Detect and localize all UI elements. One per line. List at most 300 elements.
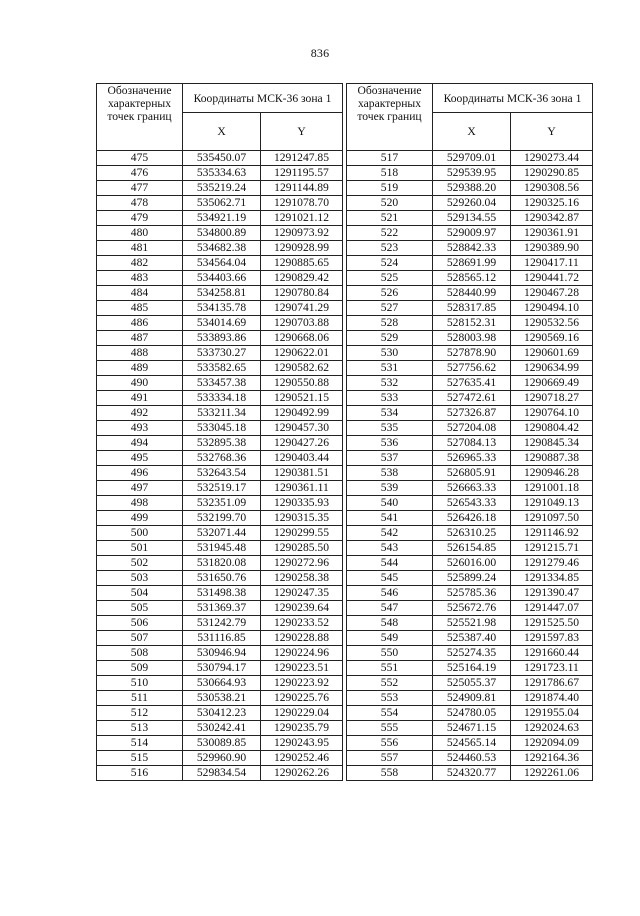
y-coordinate-cell: 1290467.28 xyxy=(511,286,593,301)
y-coordinate-cell: 1290262.26 xyxy=(261,766,343,781)
y-coordinate-cell: 1290634.99 xyxy=(511,361,593,376)
point-id-cell: 557 xyxy=(347,751,433,766)
x-coordinate-cell: 526016.00 xyxy=(433,556,511,571)
y-coordinate-cell: 1290885.65 xyxy=(261,256,343,271)
point-id-cell: 529 xyxy=(347,331,433,346)
x-coordinate-cell: 533334.18 xyxy=(183,391,261,406)
point-id-cell: 554 xyxy=(347,706,433,721)
x-coordinate-cell: 525164.19 xyxy=(433,661,511,676)
coord-system-header: Координаты МСК-36 зона 1 xyxy=(183,84,343,113)
x-coordinate-cell: 527756.62 xyxy=(433,361,511,376)
table-row xyxy=(347,646,593,661)
x-coordinate-cell: 528317.85 xyxy=(433,301,511,316)
x-coordinate-cell: 534564.04 xyxy=(183,256,261,271)
table-row xyxy=(347,331,593,346)
x-coordinate-cell: 532351.09 xyxy=(183,496,261,511)
y-coordinate-cell: 1290258.38 xyxy=(261,571,343,586)
y-coordinate-cell: 1290228.88 xyxy=(261,631,343,646)
y-coordinate-cell: 1290532.56 xyxy=(511,316,593,331)
y-coordinate-cell: 1291279.46 xyxy=(511,556,593,571)
y-coordinate-cell: 1290252.46 xyxy=(261,751,343,766)
y-coordinate-cell: 1290239.64 xyxy=(261,601,343,616)
y-coordinate-cell: 1291597.83 xyxy=(511,631,593,646)
y-coordinate-cell: 1291955.04 xyxy=(511,706,593,721)
x-coordinate-cell: 528152.31 xyxy=(433,316,511,331)
point-id-cell: 479 xyxy=(97,211,183,226)
y-coordinate-cell: 1291144.89 xyxy=(261,181,343,196)
y-coordinate-cell: 1290308.56 xyxy=(511,181,593,196)
y-coordinate-cell: 1291786.67 xyxy=(511,676,593,691)
y-coordinate-cell: 1290417.11 xyxy=(511,256,593,271)
point-id-cell: 490 xyxy=(97,376,183,391)
x-coordinate-cell: 532519.17 xyxy=(183,481,261,496)
point-id-cell: 478 xyxy=(97,196,183,211)
y-coordinate-cell: 1290224.96 xyxy=(261,646,343,661)
table-row xyxy=(97,616,343,631)
point-id-cell: 551 xyxy=(347,661,433,676)
y-coordinate-cell: 1290427.26 xyxy=(261,436,343,451)
y-coordinate-cell: 1291874.40 xyxy=(511,691,593,706)
x-coordinate-cell: 526805.91 xyxy=(433,466,511,481)
x-coordinate-cell: 526310.25 xyxy=(433,526,511,541)
point-id-cell: 501 xyxy=(97,541,183,556)
x-column-header: X xyxy=(433,113,511,151)
point-id-cell: 531 xyxy=(347,361,433,376)
table-row xyxy=(97,541,343,556)
y-coordinate-cell: 1290494.10 xyxy=(511,301,593,316)
table-row xyxy=(97,286,343,301)
table-row xyxy=(347,421,593,436)
table-row xyxy=(347,376,593,391)
y-coordinate-cell: 1290403.44 xyxy=(261,451,343,466)
point-id-cell: 482 xyxy=(97,256,183,271)
x-coordinate-cell: 529709.01 xyxy=(433,151,511,166)
x-coordinate-cell: 532768.36 xyxy=(183,451,261,466)
table-row xyxy=(97,211,343,226)
point-id-cell: 493 xyxy=(97,421,183,436)
table-row xyxy=(97,436,343,451)
table-row xyxy=(347,736,593,751)
y-coordinate-cell: 1290389.90 xyxy=(511,241,593,256)
point-id-cell: 547 xyxy=(347,601,433,616)
x-coordinate-cell: 529960.90 xyxy=(183,751,261,766)
point-id-cell: 476 xyxy=(97,166,183,181)
y-coordinate-cell: 1290225.76 xyxy=(261,691,343,706)
x-coordinate-cell: 526965.33 xyxy=(433,451,511,466)
point-id-cell: 483 xyxy=(97,271,183,286)
coord-system-header: Координаты МСК-36 зона 1 xyxy=(433,84,593,113)
table-header-row xyxy=(97,84,343,113)
point-id-cell: 550 xyxy=(347,646,433,661)
x-coordinate-cell: 530794.17 xyxy=(183,661,261,676)
point-id-cell: 496 xyxy=(97,466,183,481)
table-row xyxy=(97,406,343,421)
x-coordinate-cell: 531820.08 xyxy=(183,556,261,571)
y-coordinate-cell: 1291525.50 xyxy=(511,616,593,631)
y-coordinate-cell: 1290622.01 xyxy=(261,346,343,361)
y-coordinate-cell: 1290569.16 xyxy=(511,331,593,346)
x-coordinate-cell: 534014.69 xyxy=(183,316,261,331)
table-row xyxy=(97,736,343,751)
y-column-header: Y xyxy=(511,113,593,151)
y-coordinate-cell: 1290741.29 xyxy=(261,301,343,316)
point-id-cell: 495 xyxy=(97,451,183,466)
table-row xyxy=(347,166,593,181)
x-coordinate-cell: 529388.20 xyxy=(433,181,511,196)
point-id-cell: 535 xyxy=(347,421,433,436)
y-coordinate-cell: 1290492.99 xyxy=(261,406,343,421)
y-coordinate-cell: 1290361.91 xyxy=(511,226,593,241)
point-id-cell: 500 xyxy=(97,526,183,541)
table-row xyxy=(97,181,343,196)
y-coordinate-cell: 1290229.04 xyxy=(261,706,343,721)
point-id-cell: 542 xyxy=(347,526,433,541)
y-coordinate-cell: 1290361.11 xyxy=(261,481,343,496)
coordinates-tables xyxy=(96,83,593,781)
point-id-cell: 538 xyxy=(347,466,433,481)
y-coordinate-cell: 1290764.10 xyxy=(511,406,593,421)
x-coordinate-cell: 531498.38 xyxy=(183,586,261,601)
point-id-cell: 546 xyxy=(347,586,433,601)
x-coordinate-cell: 528440.99 xyxy=(433,286,511,301)
point-id-cell: 484 xyxy=(97,286,183,301)
y-coordinate-cell: 1290582.62 xyxy=(261,361,343,376)
x-coordinate-cell: 528691.99 xyxy=(433,256,511,271)
x-coordinate-cell: 526426.18 xyxy=(433,511,511,526)
point-id-cell: 504 xyxy=(97,586,183,601)
y-coordinate-cell: 1290946.28 xyxy=(511,466,593,481)
table-row xyxy=(347,706,593,721)
x-coordinate-cell: 529539.95 xyxy=(433,166,511,181)
x-coordinate-cell: 529009.97 xyxy=(433,226,511,241)
point-id-cell: 543 xyxy=(347,541,433,556)
table-row xyxy=(347,316,593,331)
point-id-cell: 530 xyxy=(347,346,433,361)
point-id-cell: 505 xyxy=(97,601,183,616)
table-row xyxy=(97,331,343,346)
table-row xyxy=(97,166,343,181)
x-coordinate-cell: 533893.86 xyxy=(183,331,261,346)
x-coordinate-cell: 524565.14 xyxy=(433,736,511,751)
x-coordinate-cell: 527472.61 xyxy=(433,391,511,406)
point-id-cell: 510 xyxy=(97,676,183,691)
table-row xyxy=(347,466,593,481)
point-id-cell: 524 xyxy=(347,256,433,271)
point-id-cell: 532 xyxy=(347,376,433,391)
table-row xyxy=(97,151,343,166)
table-row xyxy=(347,226,593,241)
y-coordinate-cell: 1292261.06 xyxy=(511,766,593,781)
x-coordinate-cell: 525387.40 xyxy=(433,631,511,646)
point-id-cell: 503 xyxy=(97,571,183,586)
point-id-cell: 518 xyxy=(347,166,433,181)
table-row xyxy=(97,556,343,571)
x-coordinate-cell: 531945.48 xyxy=(183,541,261,556)
y-coordinate-cell: 1291660.44 xyxy=(511,646,593,661)
y-coordinate-cell: 1291078.70 xyxy=(261,196,343,211)
x-coordinate-cell: 525899.24 xyxy=(433,571,511,586)
x-coordinate-cell: 528842.33 xyxy=(433,241,511,256)
table-row xyxy=(347,751,593,766)
designation-header: Обозначение характерных точек границ xyxy=(97,84,183,151)
page-number: 836 xyxy=(310,46,330,60)
table-row xyxy=(347,271,593,286)
x-coordinate-cell: 531369.37 xyxy=(183,601,261,616)
x-coordinate-cell: 533045.18 xyxy=(183,421,261,436)
table-row xyxy=(97,451,343,466)
point-id-cell: 520 xyxy=(347,196,433,211)
x-coordinate-cell: 527635.41 xyxy=(433,376,511,391)
x-coordinate-cell: 531242.79 xyxy=(183,616,261,631)
x-coordinate-cell: 534682.38 xyxy=(183,241,261,256)
point-id-cell: 514 xyxy=(97,736,183,751)
table-row xyxy=(97,586,343,601)
point-id-cell: 552 xyxy=(347,676,433,691)
x-coordinate-cell: 534921.19 xyxy=(183,211,261,226)
table-row xyxy=(347,286,593,301)
table-row xyxy=(347,436,593,451)
table-row xyxy=(97,196,343,211)
y-coordinate-cell: 1291001.18 xyxy=(511,481,593,496)
point-id-cell: 477 xyxy=(97,181,183,196)
x-coordinate-cell: 534258.81 xyxy=(183,286,261,301)
y-coordinate-cell: 1291723.11 xyxy=(511,661,593,676)
x-coordinate-cell: 531650.76 xyxy=(183,571,261,586)
x-coordinate-cell: 535062.71 xyxy=(183,196,261,211)
table-row xyxy=(347,616,593,631)
point-id-cell: 511 xyxy=(97,691,183,706)
table-row xyxy=(347,541,593,556)
coordinates-table-left xyxy=(96,83,343,781)
y-coordinate-cell: 1290550.88 xyxy=(261,376,343,391)
table-row xyxy=(347,631,593,646)
table-row xyxy=(97,526,343,541)
table-row xyxy=(97,751,343,766)
x-coordinate-cell: 533582.65 xyxy=(183,361,261,376)
designation-header: Обозначение характерных точек границ xyxy=(347,84,433,151)
point-id-cell: 491 xyxy=(97,391,183,406)
y-coordinate-cell: 1291049.13 xyxy=(511,496,593,511)
table-row xyxy=(97,361,343,376)
point-id-cell: 487 xyxy=(97,331,183,346)
y-coordinate-cell: 1290829.42 xyxy=(261,271,343,286)
table-row xyxy=(97,466,343,481)
y-coordinate-cell: 1290381.51 xyxy=(261,466,343,481)
table-row xyxy=(97,646,343,661)
point-id-cell: 523 xyxy=(347,241,433,256)
x-coordinate-cell: 524671.15 xyxy=(433,721,511,736)
y-coordinate-cell: 1290273.44 xyxy=(511,151,593,166)
table-row xyxy=(347,496,593,511)
y-coordinate-cell: 1291021.12 xyxy=(261,211,343,226)
y-coordinate-cell: 1290887.38 xyxy=(511,451,593,466)
y-coordinate-cell: 1290315.35 xyxy=(261,511,343,526)
table-row xyxy=(347,721,593,736)
table-row xyxy=(347,346,593,361)
x-coordinate-cell: 524460.53 xyxy=(433,751,511,766)
y-coordinate-cell: 1290441.72 xyxy=(511,271,593,286)
table-row xyxy=(347,301,593,316)
x-coordinate-cell: 528003.98 xyxy=(433,331,511,346)
x-coordinate-cell: 534800.89 xyxy=(183,226,261,241)
point-id-cell: 553 xyxy=(347,691,433,706)
table-body-right xyxy=(347,151,593,781)
table-row xyxy=(97,256,343,271)
x-coordinate-cell: 530089.85 xyxy=(183,736,261,751)
point-id-cell: 537 xyxy=(347,451,433,466)
y-coordinate-cell: 1291146.92 xyxy=(511,526,593,541)
x-coordinate-cell: 527084.13 xyxy=(433,436,511,451)
x-coordinate-cell: 525672.76 xyxy=(433,601,511,616)
point-id-cell: 488 xyxy=(97,346,183,361)
x-coordinate-cell: 529134.55 xyxy=(433,211,511,226)
x-coordinate-cell: 533211.34 xyxy=(183,406,261,421)
y-coordinate-cell: 1290223.92 xyxy=(261,676,343,691)
x-coordinate-cell: 532895.38 xyxy=(183,436,261,451)
point-id-cell: 481 xyxy=(97,241,183,256)
y-coordinate-cell: 1290457.30 xyxy=(261,421,343,436)
point-id-cell: 534 xyxy=(347,406,433,421)
point-id-cell: 544 xyxy=(347,556,433,571)
y-column-header: Y xyxy=(261,113,343,151)
x-coordinate-cell: 528565.12 xyxy=(433,271,511,286)
point-id-cell: 506 xyxy=(97,616,183,631)
y-coordinate-cell: 1292164.36 xyxy=(511,751,593,766)
x-coordinate-cell: 532071.44 xyxy=(183,526,261,541)
table-row xyxy=(97,511,343,526)
y-coordinate-cell: 1292024.63 xyxy=(511,721,593,736)
point-id-cell: 507 xyxy=(97,631,183,646)
table-body-left xyxy=(97,151,343,781)
y-coordinate-cell: 1290325.16 xyxy=(511,196,593,211)
x-coordinate-cell: 529260.04 xyxy=(433,196,511,211)
x-coordinate-cell: 530664.93 xyxy=(183,676,261,691)
table-row xyxy=(347,451,593,466)
table-row xyxy=(347,181,593,196)
table-row xyxy=(347,691,593,706)
point-id-cell: 527 xyxy=(347,301,433,316)
table-row xyxy=(347,586,593,601)
x-coordinate-cell: 525785.36 xyxy=(433,586,511,601)
point-id-cell: 555 xyxy=(347,721,433,736)
table-row xyxy=(347,196,593,211)
y-coordinate-cell: 1290243.95 xyxy=(261,736,343,751)
table-row xyxy=(347,571,593,586)
point-id-cell: 498 xyxy=(97,496,183,511)
y-coordinate-cell: 1291195.57 xyxy=(261,166,343,181)
table-row xyxy=(347,151,593,166)
y-coordinate-cell: 1290668.06 xyxy=(261,331,343,346)
point-id-cell: 521 xyxy=(347,211,433,226)
y-coordinate-cell: 1290342.87 xyxy=(511,211,593,226)
x-coordinate-cell: 527204.08 xyxy=(433,421,511,436)
point-id-cell: 556 xyxy=(347,736,433,751)
x-coordinate-cell: 532199.70 xyxy=(183,511,261,526)
y-coordinate-cell: 1291247.85 xyxy=(261,151,343,166)
point-id-cell: 558 xyxy=(347,766,433,781)
table-row xyxy=(97,571,343,586)
y-coordinate-cell: 1290299.55 xyxy=(261,526,343,541)
table-header-row xyxy=(347,84,593,113)
x-coordinate-cell: 525521.98 xyxy=(433,616,511,631)
x-column-header: X xyxy=(183,113,261,151)
table-row xyxy=(347,511,593,526)
x-coordinate-cell: 535450.07 xyxy=(183,151,261,166)
y-coordinate-cell: 1290521.15 xyxy=(261,391,343,406)
point-id-cell: 545 xyxy=(347,571,433,586)
x-coordinate-cell: 526154.85 xyxy=(433,541,511,556)
table-row xyxy=(97,481,343,496)
point-id-cell: 522 xyxy=(347,226,433,241)
x-coordinate-cell: 532643.54 xyxy=(183,466,261,481)
y-coordinate-cell: 1290335.93 xyxy=(261,496,343,511)
table-row xyxy=(347,766,593,781)
x-coordinate-cell: 526663.33 xyxy=(433,481,511,496)
x-coordinate-cell: 531116.85 xyxy=(183,631,261,646)
table-row xyxy=(347,406,593,421)
table-row xyxy=(347,481,593,496)
table-row xyxy=(97,241,343,256)
point-id-cell: 526 xyxy=(347,286,433,301)
y-coordinate-cell: 1290780.84 xyxy=(261,286,343,301)
x-coordinate-cell: 534135.78 xyxy=(183,301,261,316)
point-id-cell: 494 xyxy=(97,436,183,451)
table-row xyxy=(347,361,593,376)
x-coordinate-cell: 525274.35 xyxy=(433,646,511,661)
x-coordinate-cell: 534403.66 xyxy=(183,271,261,286)
y-coordinate-cell: 1290601.69 xyxy=(511,346,593,361)
table-row xyxy=(347,661,593,676)
x-coordinate-cell: 526543.33 xyxy=(433,496,511,511)
table-row xyxy=(347,676,593,691)
x-coordinate-cell: 530412.23 xyxy=(183,706,261,721)
point-id-cell: 492 xyxy=(97,406,183,421)
table-row xyxy=(97,661,343,676)
y-coordinate-cell: 1291447.07 xyxy=(511,601,593,616)
point-id-cell: 508 xyxy=(97,646,183,661)
table-row xyxy=(97,676,343,691)
y-coordinate-cell: 1290247.35 xyxy=(261,586,343,601)
y-coordinate-cell: 1290718.27 xyxy=(511,391,593,406)
table-row xyxy=(97,721,343,736)
point-id-cell: 549 xyxy=(347,631,433,646)
table-row xyxy=(347,601,593,616)
point-id-cell: 513 xyxy=(97,721,183,736)
y-coordinate-cell: 1291097.50 xyxy=(511,511,593,526)
point-id-cell: 475 xyxy=(97,151,183,166)
x-coordinate-cell: 527878.90 xyxy=(433,346,511,361)
x-coordinate-cell: 535334.63 xyxy=(183,166,261,181)
x-coordinate-cell: 533457.38 xyxy=(183,376,261,391)
table-row xyxy=(97,391,343,406)
point-id-cell: 497 xyxy=(97,481,183,496)
point-id-cell: 489 xyxy=(97,361,183,376)
point-id-cell: 499 xyxy=(97,511,183,526)
table-row xyxy=(97,691,343,706)
y-coordinate-cell: 1290290.85 xyxy=(511,166,593,181)
y-coordinate-cell: 1291334.85 xyxy=(511,571,593,586)
y-coordinate-cell: 1290804.42 xyxy=(511,421,593,436)
table-row xyxy=(97,496,343,511)
table-row xyxy=(347,391,593,406)
x-coordinate-cell: 527326.87 xyxy=(433,406,511,421)
table-row xyxy=(97,706,343,721)
y-coordinate-cell: 1290928.99 xyxy=(261,241,343,256)
y-coordinate-cell: 1292094.09 xyxy=(511,736,593,751)
y-coordinate-cell: 1290233.52 xyxy=(261,616,343,631)
table-row xyxy=(97,301,343,316)
table-row xyxy=(347,211,593,226)
